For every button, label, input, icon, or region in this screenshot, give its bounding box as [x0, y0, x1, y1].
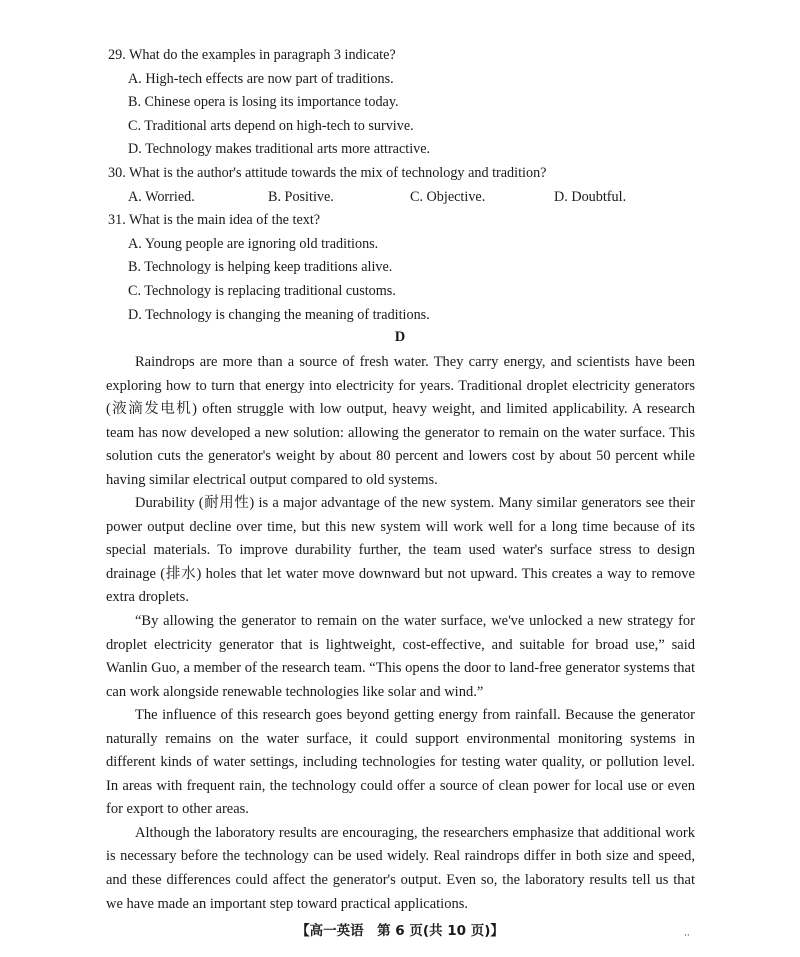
question-31-option-a: A. Young people are ignoring old traditions. — [128, 235, 379, 252]
section-heading: D — [394, 329, 406, 345]
question-30-option-c: C. Objective. — [410, 188, 486, 205]
passage-paragraph-5: Although the laboratory results are encouraging, the researchers emphasize that additional work is necessary before the technology can be used widely. Real raindrops differ in both size and speed, and these differences could affect the generator's output. Even so, the laboratory results tell us that we have made an important step toward practical applications. — [106, 824, 695, 912]
question-31-option-b: B. Technology is helping keep traditions alive. — [128, 259, 393, 276]
passage-paragraph-4: The influence of this research goes beyond getting energy from rainfall. Because the generator naturally remains on the water surface, it could support environmental monitoring systems in different kinds of water settings, including technologies for testing water quality, or pollution level. In areas with frequent rain, the technology could offer a source of clean power for local use or even for export to other areas. — [106, 707, 695, 818]
corner-mark: ·· — [684, 931, 690, 941]
question-29-option-c: C. Traditional arts depend on high-tech to survive. — [128, 117, 414, 134]
question-31-stem: 31. What is the main idea of the text? — [108, 212, 321, 229]
question-30-option-d: D. Doubtful. — [554, 188, 627, 205]
passage-paragraph-2: Durability (耐用性) is a major advantage of the new system. Many similar generators see their power output decline over time, but this new system will work well for a long time because of its special materials. To improve durability further, the team used water's surface stress to design drainage (排水) holes that let water move downward but not upward. This creates a way to remove extra droplets. — [106, 495, 695, 606]
question-30-option-b: B. Positive. — [268, 188, 334, 205]
question-29-option-a: A. High-tech effects are now part of traditions. — [128, 70, 394, 87]
question-block — [108, 44, 708, 327]
page-footer: 【高一英语 第 6 页(共 10 页)】 — [296, 923, 504, 939]
question-29-option-b: B. Chinese opera is losing its importance today. — [128, 94, 399, 111]
question-30-stem: 30. What is the author's attitude towards the mix of technology and tradition? — [108, 164, 547, 181]
question-31-option-d: D. Technology is changing the meaning of traditions. — [128, 306, 430, 323]
passage-paragraph-1: Raindrops are more than a source of fresh water. They carry energy, and scientists have been exploring how to turn that energy into electricity for years. Traditional droplet electricity generators (液滴发电机) often struggle with low output, heavy weight, and limited applicability. A research team has now developed a new solution: allowing the generator to remain on the water surface. This solution cuts the generator's weight by about 80 percent and lowers cost by about 50 percent while having similar electrical output compared to old systems. — [106, 354, 695, 488]
question-29-stem: 29. What do the examples in paragraph 3 indicate? — [108, 47, 396, 63]
passage-paragraph-3: “By allowing the generator to remain on the water surface, we've unlocked a new strategy for droplet electricity generator that is lightweight, cost-effective, and suitable for broad use,” said Wanlin Guo, a member of the research team. “This opens the door to land-free generator systems that can work alongside renewable technologies like solar and wind.” — [106, 613, 695, 700]
question-29-option-d: D. Technology makes traditional arts more attractive. — [128, 141, 431, 158]
question-30-option-a: A. Worried. — [128, 188, 195, 205]
reading-passage — [106, 351, 695, 916]
question-30-options — [108, 186, 708, 210]
question-31-option-c: C. Technology is replacing traditional customs. — [128, 282, 396, 299]
